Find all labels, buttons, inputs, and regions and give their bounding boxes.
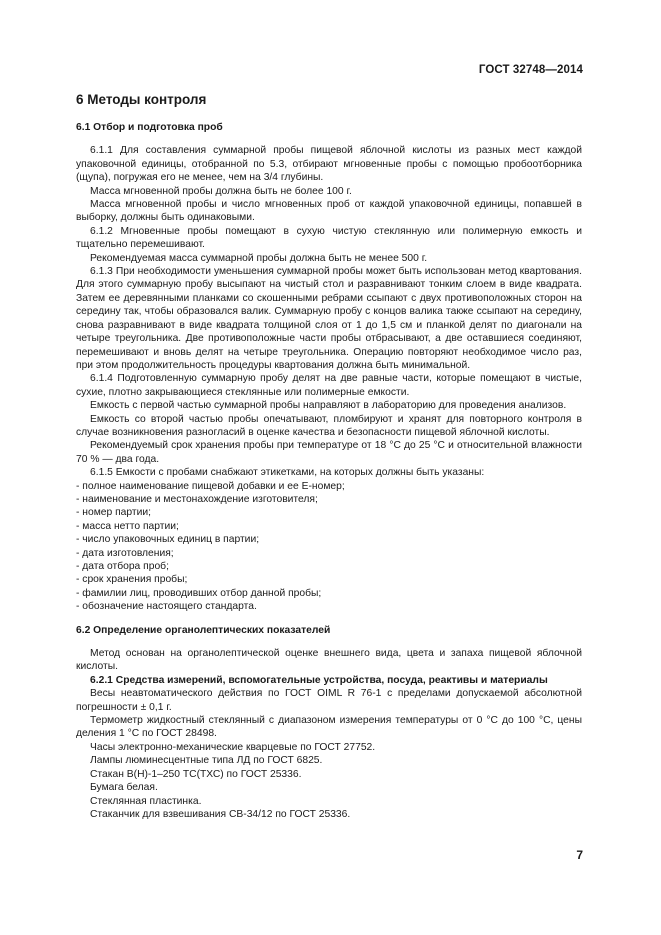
list-item: Стеклянная пластинка. [90, 795, 202, 807]
page-number: 7 [576, 848, 583, 862]
list-item: - дата отбора проб; [76, 561, 169, 572]
list-item: - полное наименование пищевой добавки и ее Е-номер; [76, 480, 345, 492]
equipment-list [76, 687, 582, 821]
list-item: - фамилии лиц, проводивших отбор данной пробы; [76, 587, 322, 599]
paragraph: 6.1.5 Емкости с пробами снабжают этикетками, на которых должны быть указаны: [90, 467, 485, 479]
paragraph: Рекомендуемая масса суммарной пробы должна быть не менее 500 г. [90, 252, 428, 264]
paragraph: 6.1.2 Мгновенные пробы помещают в сухую чистую стеклянную или полимерную емкость и тщательно перемешивают. [76, 225, 582, 251]
list-item: Часы электронно-механические кварцевые по ГОСТ 27752. [90, 741, 376, 753]
subsubsection-title: 6.2.1 Средства измерений, вспомогательные устройства, посуда, реактивы и материалы [90, 674, 548, 686]
paragraph: Масса мгновенной пробы и число мгновенных проб от каждой упаковочной единицы, попавшей в выборку, должны быть одинаковыми. [76, 199, 582, 224]
list-item: - наименование и местонахождение изготовителя; [76, 493, 318, 505]
list-item: - срок хранения пробы; [76, 574, 188, 586]
list-item: Весы неавтоматического действия по ГОСТ OIML R 76-1 с пределами допускаемой абсолютной погрешности ± 0,1 г. [76, 688, 582, 713]
label-list [76, 480, 582, 614]
subsection-title: 6.2 Определение органолептических показателей [76, 624, 331, 636]
document-code: ГОСТ 32748—2014 [478, 64, 583, 76]
paragraph: Емкость со второй частью пробы опечатывают, пломбируют и хранят для повторного контроля в случае возникновения разногласий в оценке качества и безопасности пищевой яблочной кислоты. [76, 413, 582, 438]
list-item: Стакан В(Н)-1–250 ТС(ТХС) по ГОСТ 25336. [90, 768, 302, 780]
list-item: - дата изготовления; [76, 547, 174, 559]
list-item: - масса нетто партии; [76, 520, 179, 532]
paragraph: 6.1.3 При необходимости уменьшения суммарной пробы может быть использован метод квартования. Для этого суммарную пробу высыпают на чистый стол и разравнивают тонким слоем в виде квадрата. Затем ее деревянными планками со скошенными ребрами ссыпают с двух противоположных сторон на середину так, чтобы образовался валик. Суммарную пробу с концов валика также ссыпают на середину, снова разравнивают в виде квадрата толщиной слоя от 1 до 1,5 см и планкой делят по диагонали на четыре треугольника. Две противоположные части пробы отбрасывают, а две оставшиеся соединяют, перемешивают и вновь делят на четыре треугольника. Операцию повторяют необходимое число раз, при этом продолжительность процедуры квартования должна быть минимальной. [76, 266, 582, 371]
list-item: Термометр жидкостный стеклянный с диапазоном измерения температуры от 0 °С до 100 °С, цены деления 1 °С по ГОСТ 28498. [76, 715, 582, 740]
list-item: Стаканчик для взвешивания СВ-34/12 по ГОСТ 25336. [90, 808, 351, 820]
section-title: 6 Методы контроля [76, 92, 207, 107]
list-item: - номер партии; [76, 507, 151, 519]
paragraph: Емкость с первой частью суммарной пробы направляют в лабораторию для проведения анализов. [90, 400, 567, 412]
paragraph: 6.1.1 Для составления суммарной пробы пищевой яблочной кислоты из разных мест каждой упаковочной единицы, отобранной по 5.3, отбирают мгновенные пробы с помощью пробоотборника (щупа), погружая его не менее, чем на 3/4 глубины. [76, 145, 582, 184]
paragraph: Рекомендуемый срок хранения пробы при температуре от 18 °С до 25 °С и относительной влажности 70 % — два года. [76, 440, 582, 465]
paragraph: 6.1.4 Подготовленную суммарную пробу делят на две равные части, которые помещают в чистые, сухие, плотно закрывающиеся стеклянные или полимерные емкости. [76, 373, 582, 398]
subsection-title: 6.1 Отбор и подготовка проб [76, 122, 223, 133]
list-item: - число упаковочных единиц в партии; [76, 534, 260, 546]
list-item: Бумага белая. [90, 782, 158, 794]
page-content [76, 89, 582, 821]
paragraph: Метод основан на органолептической оценке внешнего вида, цвета и запаха пищевой яблочной кислоты. [76, 648, 582, 673]
list-item: - обозначение настоящего стандарта. [76, 601, 257, 613]
list-item: Лампы люминесцентные типа ЛД по ГОСТ 6825. [90, 755, 323, 767]
paragraph: Масса мгновенной пробы должна быть не более 100 г. [90, 185, 352, 197]
